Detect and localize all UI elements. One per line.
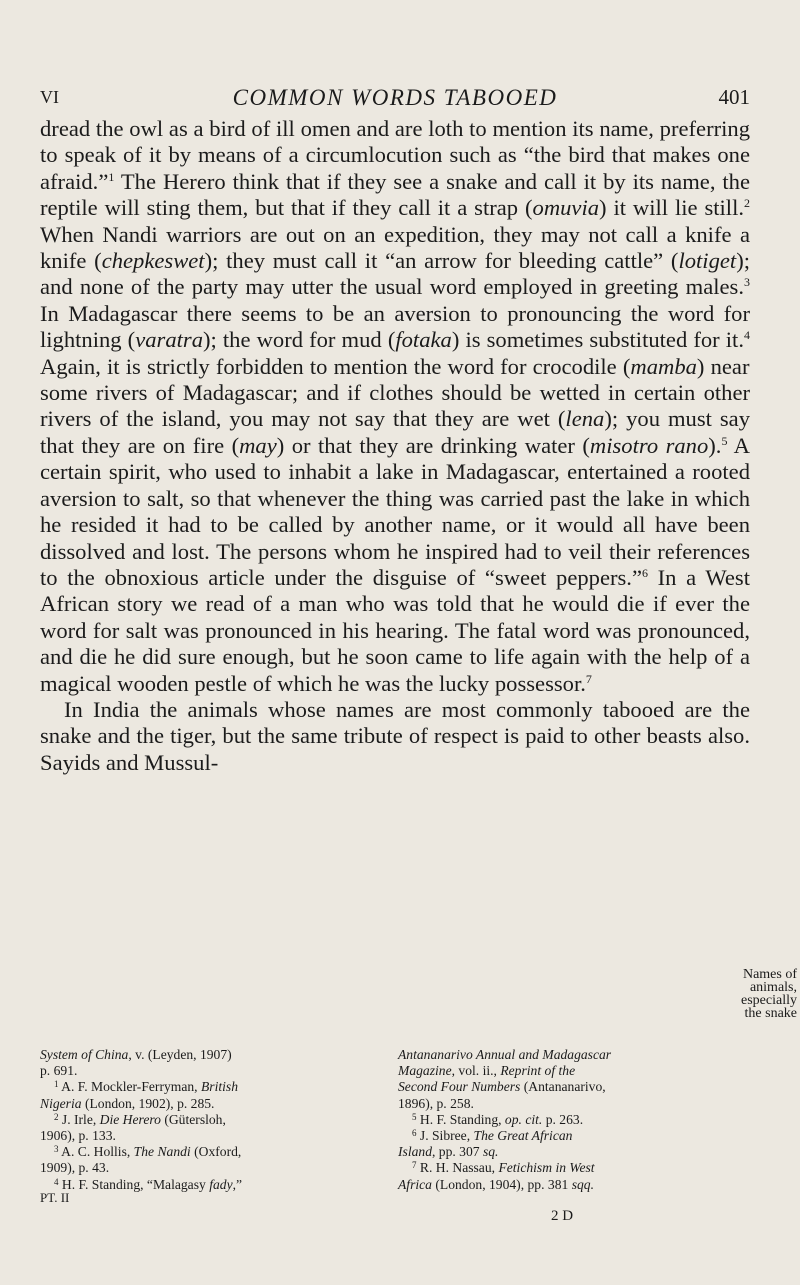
paragraph-1 [40, 116, 750, 697]
footnote-line [398, 1047, 748, 1063]
italic-term: The Nandi [133, 1144, 191, 1160]
text-run: A. F. Mockler-Ferryman, [58, 1079, 201, 1095]
italic-term: op. cit. [504, 1111, 543, 1127]
page-number: 401 [718, 85, 750, 109]
footnote-marker: 3 [744, 275, 750, 290]
paragraph-2: In India the animals whose names are most commonly tabooed are the snake and the tiger, but the same tribute of respect is paid to other beasts also. Sayids and Mussul- [40, 696, 750, 775]
text-run: (London, 1904), pp. 381 [431, 1176, 572, 1192]
italic-term: lotiget [678, 248, 737, 274]
margin-note-line: animals, [749, 980, 797, 995]
text-run: H. F. Standing, “Malagasy [58, 1176, 210, 1192]
running-title: COMMON WORDS TABOOED [232, 85, 558, 110]
italic-term: Antananarivo Annual and Madagascar [398, 1047, 612, 1062]
footnote-line [398, 1112, 748, 1128]
footnote-line [40, 1160, 385, 1176]
footnote-line [40, 1079, 385, 1095]
italic-term: misotro rano [589, 432, 709, 458]
italic-term: The Great African [473, 1128, 573, 1144]
text-run: ); the word for mud ( [203, 327, 396, 353]
text-run: In Madagascar there seems to be an aversion to pronouncing the word for lightning ( [40, 300, 750, 353]
text-run: ) or that they are drinking water ( [276, 432, 590, 458]
footnote-number: 2 [54, 1111, 59, 1122]
footnote-line [40, 1047, 385, 1063]
text-run: 1909), p. 43. [40, 1160, 110, 1176]
italic-term: Fetichism in West [498, 1160, 595, 1176]
text-run: ); they must call it “an arrow for bleeding cattle” ( [204, 248, 679, 274]
text-run: ) near some rivers of Madagascar; and if clothes should be wetted in certain other rivers of the island, you may not say that they are wet ( [40, 353, 750, 432]
italic-term: sq. [482, 1144, 499, 1160]
text-run: (Antananarivo, [520, 1079, 606, 1095]
footnote-marker: 7 [585, 671, 592, 686]
text-run: 1906), p. 133. [40, 1128, 116, 1144]
running-header [40, 85, 750, 115]
footnote-line [40, 1063, 385, 1079]
footnotes-right-column [398, 1047, 748, 1193]
footnote-marker: 4 [744, 328, 750, 343]
italic-term: may [239, 432, 277, 458]
signature-mark: 2 D [551, 1208, 574, 1224]
margin-note-line: especially [741, 993, 797, 1008]
text-run: dread the owl as a bird of ill omen and are loth to mention its name, preferring to speak of it by means of a circumlocution such as “the bird that makes one afraid.” [40, 116, 750, 194]
text-run: ) is sometimes substituted for it. [451, 327, 744, 353]
footnote-number: 5 [412, 1111, 417, 1122]
italic-term: System of China [40, 1047, 129, 1062]
footnote-line [40, 1144, 385, 1160]
footnote-marker: 5 [721, 433, 728, 448]
footnote-line [40, 1112, 385, 1128]
italic-term: fotaka [395, 327, 452, 353]
italic-term: Island [398, 1144, 432, 1160]
text-run: p. 691. [40, 1063, 78, 1079]
text-run: , v. (Leyden, 1907) [128, 1047, 232, 1062]
italic-term: Reprint of the [500, 1063, 576, 1079]
text-run: A certain spirit, who used to inhabit a lake in Madagascar, entertained a rooted aversion to salt, so that whenever the thing was carried past the lake in which he resided it had to be called by another name, or it would all have been dissolved and lost. The persons whom he inspired had to veil their references to the obnoxious article under the disguise of “sweet peppers.” [40, 432, 750, 590]
text-run: (London, 1902), p. 285. [81, 1095, 215, 1111]
text-run: , pp. 307 [431, 1144, 483, 1160]
footnote-line [398, 1079, 748, 1095]
footnote-line [40, 1128, 385, 1144]
text-run: When Nandi warriors are out on an expedition, they may not call a knife a knife ( [40, 221, 750, 274]
italic-term: chepkeswet [101, 248, 205, 274]
footnote-number: 3 [54, 1144, 59, 1155]
footnote-line [398, 1128, 748, 1144]
text-run: R. H. Nassau, [416, 1160, 499, 1176]
footnote-marker: 1 [108, 169, 115, 184]
text-run: ). [708, 432, 722, 458]
footnote-line [40, 1096, 385, 1112]
italic-term: Second Four Numbers [398, 1079, 521, 1095]
text-run: (Oxford, [190, 1144, 242, 1160]
italic-term: Africa [398, 1176, 432, 1192]
footnote-marker: 6 [641, 565, 648, 580]
text-run: The Herero think that if they see a snake and call it by its name, the reptile will sting them, but that if they call it a strap ( [40, 168, 750, 221]
text-run: In a West African story we read of a man who was told that he would die if ever the word for salt was pronounced in his hearing. The fatal word was pronounced, and die he did sure enough, but he soon came to life again with the help of a magical wooden pestle of which he was the lucky possessor. [40, 564, 750, 696]
footnote-number: 7 [412, 1160, 417, 1171]
text-run: A. C. Hollis, [58, 1144, 134, 1160]
footnote-line [40, 1177, 385, 1193]
chapter-number: VI [40, 87, 59, 107]
italic-term: Nigeria [40, 1095, 82, 1111]
text-run: ); you must say that they are on fire ( [40, 406, 750, 458]
italic-term: Die Herero [99, 1111, 161, 1127]
margin-note-line: Names of [742, 967, 797, 982]
text-run: Again, it is strictly forbidden to mention the word for crocodile ( [40, 353, 631, 379]
text-run: ) it will lie still. [599, 195, 744, 221]
footnote-line [398, 1144, 748, 1160]
text-run: 1896), p. 258. [398, 1095, 474, 1111]
part-mark: PT. II [40, 1190, 70, 1205]
italic-term: varatra [135, 327, 203, 353]
footnotes-left-column [40, 1047, 385, 1193]
italic-term: omuvia [532, 195, 600, 221]
footnote-number: 1 [54, 1079, 59, 1090]
footnote-marker: 2 [744, 196, 750, 211]
text-run: H. F. Standing, [416, 1111, 505, 1127]
footnote-line [398, 1160, 748, 1176]
italic-term: lena [565, 406, 605, 432]
italic-term: fady [209, 1176, 233, 1192]
text-run: p. 263. [542, 1111, 584, 1127]
text-run: (Gütersloh, [160, 1111, 226, 1127]
italic-term: Magazine [398, 1063, 452, 1079]
margin-note-line: the snake [744, 1006, 797, 1021]
footnote-line [398, 1063, 748, 1079]
text-run: ); and none of the party may utter the usual word employed in greeting males. [40, 248, 750, 300]
body-text [40, 116, 750, 776]
footnote-line [398, 1177, 748, 1193]
italic-term: sqq. [571, 1176, 594, 1192]
footnote-line [398, 1096, 748, 1112]
footnote-number: 6 [412, 1128, 417, 1139]
italic-term: British [200, 1079, 238, 1095]
margin-note [717, 968, 797, 1020]
text-run: , vol. ii., [451, 1063, 501, 1079]
italic-term: mamba [630, 353, 697, 379]
text-run: J. Sibree, [416, 1128, 474, 1144]
footnote-number: 4 [54, 1176, 59, 1187]
text-run: J. Irle, [58, 1111, 100, 1127]
text-run: ,” [232, 1176, 243, 1192]
